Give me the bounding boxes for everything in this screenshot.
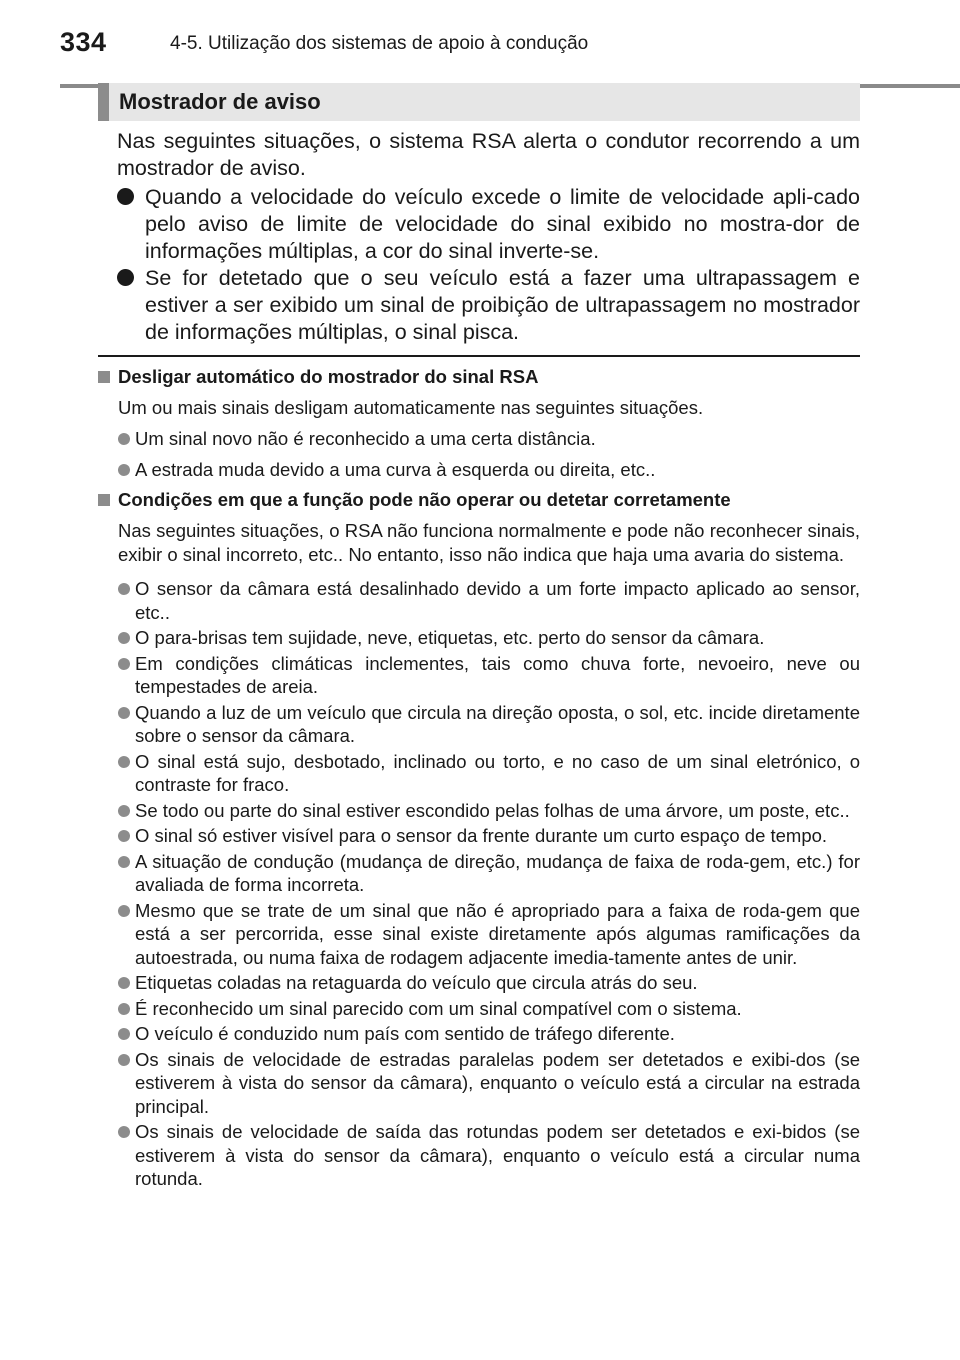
list-item-text: A situação de condução (mudança de direção, mudança de faixa de roda-gem, etc.) for avaliada de forma incorreta. <box>135 850 860 895</box>
list-item-text: O sinal está sujo, desbotado, inclinado ou torto, e no caso de um sinal eletrónico, o contraste for fraco. <box>135 750 860 795</box>
bullet-dot-icon <box>118 433 130 445</box>
bullet-dot-icon <box>118 464 130 476</box>
list-item <box>118 626 860 650</box>
list-item-text: A estrada muda devido a uma curva à esquerda ou direita, etc.. <box>135 458 656 480</box>
intro-text: Nas seguintes situações, o sistema RSA alerta o condutor recorrendo a um mostrador de aviso. <box>117 129 860 180</box>
note-heading-text: Desligar automático do mostrador do sinal RSA <box>118 366 539 387</box>
list-item <box>118 824 860 848</box>
warning-bullet-text: Se for detetado que o seu veículo está a fazer uma ultrapassagem e estiver a ser exibido um sinal de proibição de ultrapassagem no mostrador de informações múltiplas, o sinal pisca. <box>145 266 860 344</box>
list-item-text: Em condições climáticas inclementes, tais como chuva forte, nevoeiro, neve ou tempestades de areia. <box>135 652 860 697</box>
list-item <box>118 799 860 823</box>
conditions-list <box>98 577 860 1191</box>
note-heading-conditions <box>98 488 860 512</box>
section-intro <box>117 128 860 346</box>
list-item <box>118 577 860 624</box>
list-item <box>118 850 860 897</box>
notes-area <box>98 365 860 1191</box>
note-heading-auto-off <box>98 365 860 389</box>
warning-bullet <box>117 184 860 265</box>
bullet-dot-icon <box>118 830 130 842</box>
warning-bullet-list <box>117 184 860 346</box>
list-item <box>118 458 860 482</box>
list-item-text: Os sinais de velocidade de estradas paralelas podem ser detetados e exibi-dos (se estiverem à vista do sensor da câmara), enquanto o veículo está a circular na estrada principal. <box>135 1048 860 1117</box>
list-item <box>118 1120 860 1191</box>
list-item-text: O sensor da câmara está desalinhado devido a um forte impacto aplicado ao sensor, etc.. <box>135 578 860 623</box>
bullet-dot-icon <box>118 977 130 989</box>
list-item-text: Mesmo que se trate de um sinal que não é apropriado para a faixa de roda-gem que está a ser percorrida, esse sinal existe diretamente após algumas ramificações da autoestrada, ou numa faixa de rodagem adjacente imedia-tamente antes de unir. <box>135 899 860 968</box>
bullet-dot-icon <box>118 1126 130 1138</box>
bullet-dot-icon <box>118 707 130 719</box>
warning-bullet <box>117 265 860 346</box>
list-item <box>118 1022 860 1046</box>
bullet-dot-icon <box>117 269 134 286</box>
bullet-dot-icon <box>118 756 130 768</box>
bullet-dot-icon <box>118 805 130 817</box>
note-paragraph: Nas seguintes situações, o RSA não funciona normalmente e pode não reconhecer sinais, exibir o sinal incorreto, etc.. No entanto, isso não indica que haja uma avaria do sistema. <box>118 520 860 565</box>
list-item <box>118 427 860 451</box>
list-item-text: Etiquetas coladas na retaguarda do veículo que circula atrás do seu. <box>135 972 698 993</box>
list-item <box>118 1048 860 1119</box>
list-item <box>118 701 860 748</box>
square-bullet-icon <box>98 494 110 506</box>
list-item-text: Os sinais de velocidade de saída das rotundas podem ser detetados e exi-bidos (se estiverem à vista do sensor da câmara), enquanto o veículo está a circular numa rotunda. <box>135 1121 860 1189</box>
page-number: 334 <box>60 27 107 57</box>
bullet-dot-icon <box>118 658 130 670</box>
note-heading-text: Condições em que a função pode não operar ou detetar corretamente <box>118 489 731 510</box>
bullet-dot-icon <box>118 1003 130 1015</box>
list-item <box>118 652 860 699</box>
section-divider <box>98 355 860 357</box>
bullet-dot-icon <box>118 905 130 917</box>
auto-off-list <box>98 427 860 481</box>
list-item <box>118 899 860 970</box>
bullet-dot-icon <box>118 583 130 595</box>
list-item-text: Um sinal novo não é reconhecido a uma certa distância. <box>135 428 596 449</box>
page-header <box>60 24 940 64</box>
bullet-dot-icon <box>117 188 134 205</box>
note-paragraph: Um ou mais sinais desligam automaticamente nas seguintes situações. <box>118 397 704 418</box>
list-item <box>118 971 860 995</box>
list-item <box>118 997 860 1021</box>
bullet-dot-icon <box>118 632 130 644</box>
list-item <box>118 750 860 797</box>
warning-bullet-text: Quando a velocidade do veículo excede o limite de velocidade apli-cado pelo aviso de limite de velocidade do sinal exibido no mostra-dor de informações múltiplas, a cor do sinal inverte-se. <box>145 185 860 263</box>
list-item-text: O para-brisas tem sujidade, neve, etiquetas, etc. perto do sensor da câmara. <box>135 627 765 648</box>
bullet-dot-icon <box>118 856 130 868</box>
list-item-text: O veículo é conduzido num país com sentido de tráfego diferente. <box>135 1023 675 1044</box>
list-item-text: É reconhecido um sinal parecido com um sinal compatível com o sistema. <box>135 997 742 1019</box>
chapter-title: 4-5. Utilização dos sistemas de apoio à condução <box>170 33 589 54</box>
bullet-dot-icon <box>118 1028 130 1040</box>
bullet-dot-icon <box>118 1054 130 1066</box>
section-title: Mostrador de aviso <box>119 89 321 114</box>
list-item-text: O sinal só estiver visível para o sensor da frente durante um curto espaço de tempo. <box>135 825 828 846</box>
list-item-text: Se todo ou parte do sinal estiver escondido pelas folhas de uma árvore, um poste, etc.. <box>135 799 850 821</box>
list-item-text: Quando a luz de um veículo que circula na direção oposta, o sol, etc. incide diretamente sobre o sensor da câmara. <box>135 701 860 746</box>
square-bullet-icon <box>98 371 110 383</box>
section-title-box <box>98 83 860 121</box>
